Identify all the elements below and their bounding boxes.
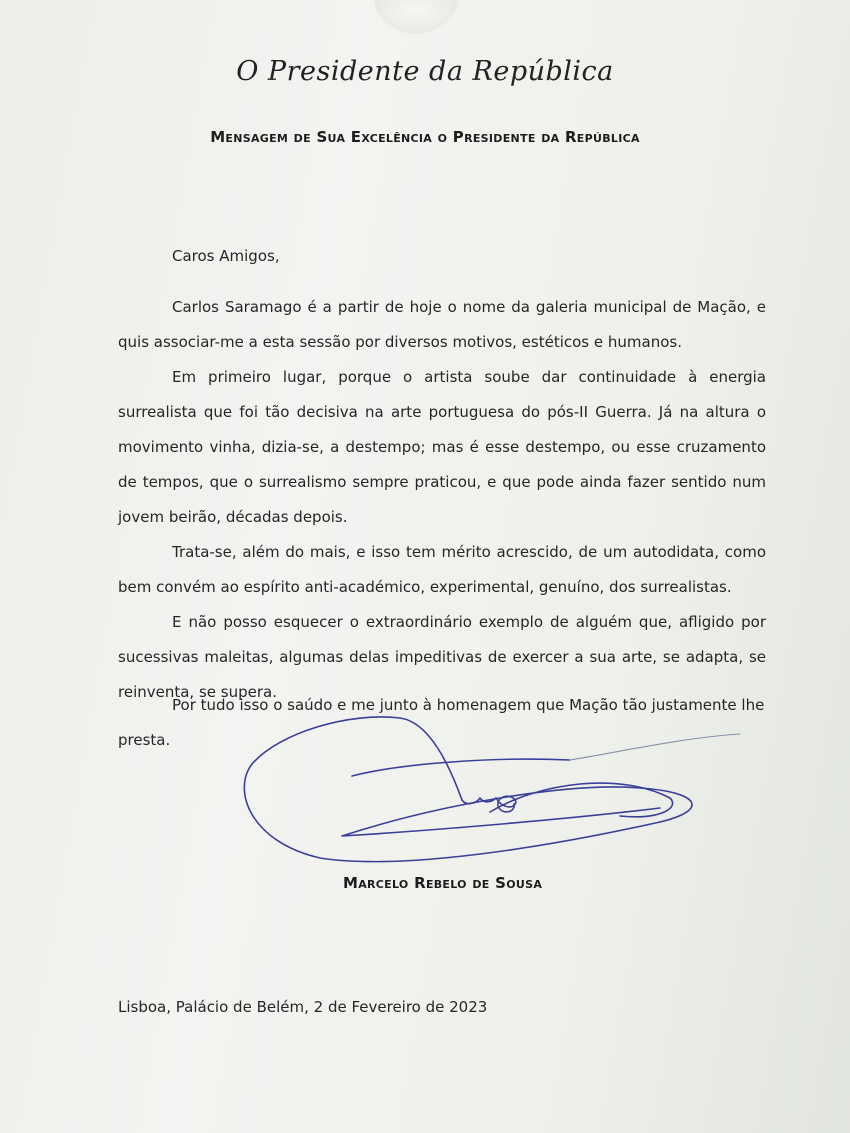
handwritten-signature xyxy=(240,712,760,872)
paragraph: Em primeiro lugar, porque o artista soube dar continuidade à energia surrealista que foi tão decisiva na arte portuguesa do pós-II Guerra. Já na altura o movimento vinha, dizia-se, a destempo; mas é esse destempo, ou esse cruzamento de tempos, que o surrealismo sempre praticou, e que pode ainda fazer sentido num jovem beirão, décadas depois. xyxy=(118,368,766,526)
embossed-seal xyxy=(372,0,460,34)
message-heading: Mensagem de Sua Excelência o Presidente da República xyxy=(210,128,640,146)
paragraph: E não posso esquecer o extraordinário exemplo de alguém que, afligido por sucessivas maleitas, algumas delas impeditivas de exercer a sua arte, se adapta, se reinventa, se supera. xyxy=(118,613,766,701)
closing-line: Por tudo isso o saúdo e me junto à homenagem que Mação tão justamente lhe xyxy=(172,696,765,714)
letterhead: O Presidente da República xyxy=(236,56,614,87)
place-and-date: Lisboa, Palácio de Belém, 2 de Fevereiro de 2023 xyxy=(118,998,488,1016)
salutation: Caros Amigos, xyxy=(172,247,280,265)
paragraph: Carlos Saramago é a partir de hoje o nome da galeria municipal de Mação, e quis associar-me a esta sessão por diversos motivos, estéticos e humanos. xyxy=(118,298,766,351)
paragraph: Trata-se, além do mais, e isso tem mérito acrescido, de um autodidata, como bem convém ao espírito anti-académico, experimental, genuíno, dos surrealistas. xyxy=(118,543,766,596)
message-body xyxy=(118,290,766,710)
closing-line: presta. xyxy=(118,731,171,749)
signer-name: Marcelo Rebelo de Sousa xyxy=(343,874,543,892)
